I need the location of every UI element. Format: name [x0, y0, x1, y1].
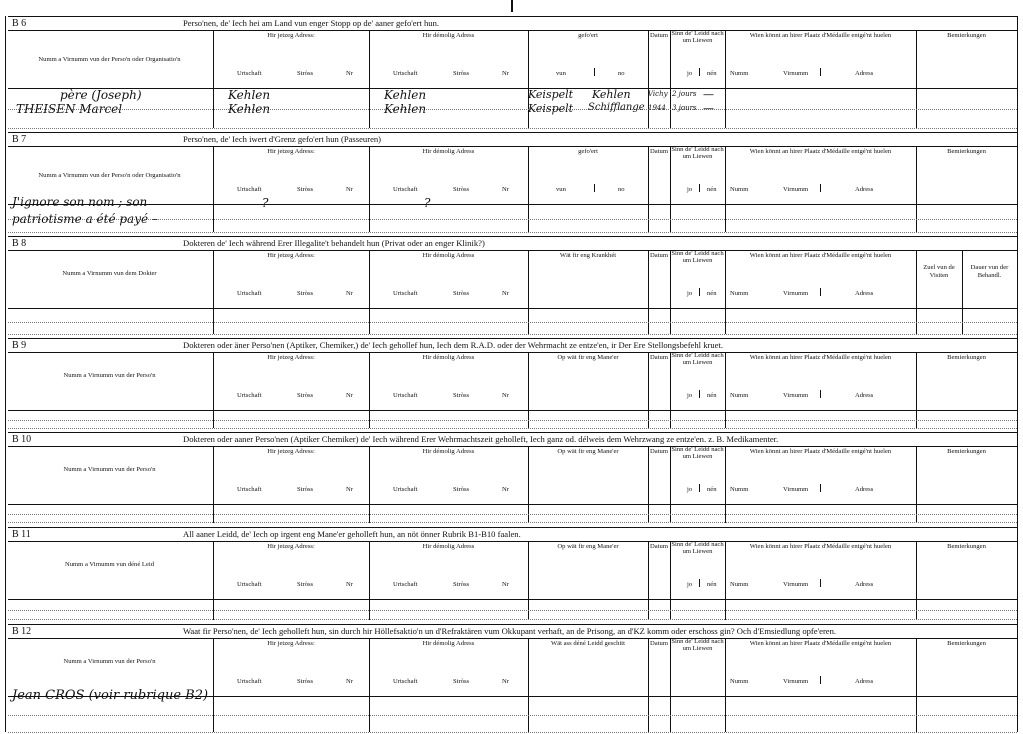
alive-header: Sinn de' Leidd nach um Liewen	[671, 446, 724, 460]
yes-label: jo	[687, 70, 693, 77]
urtschaft-label: Urtschaft	[237, 186, 262, 193]
stross-label: Stròss	[453, 392, 470, 399]
middle-column-header: gefo'ert	[578, 148, 598, 155]
handwritten-entry: Keispelt	[528, 102, 574, 115]
address-label: Adress	[855, 581, 874, 588]
alive-header: Sinn de' Leidd nach um Liewen	[671, 352, 724, 366]
section-code: B 9	[12, 340, 27, 351]
sub-divider	[820, 68, 821, 76]
remarks-header: Bemierkungen	[947, 148, 986, 155]
address-header: Hir démolig Adress	[422, 640, 475, 647]
table-row[interactable]	[8, 109, 1017, 129]
stross-label: Stròss	[297, 486, 314, 493]
surname-label: Numm	[730, 581, 749, 588]
handwritten-entry: Kehlen	[592, 88, 631, 101]
nr-label: Nr	[502, 581, 509, 588]
section-code: B 10	[12, 434, 32, 445]
medal-recipient-header: Wien könnt an hirer Plaatz d'Médaille entgé'nt huelen	[749, 448, 892, 455]
stross-label: Stròss	[453, 486, 470, 493]
address-header: Hir jetzeg Adress:	[267, 354, 315, 361]
urtschaft-label: Urtschaft	[237, 392, 262, 399]
yes-no-divider	[699, 579, 700, 587]
section-title: Perso'nen, de' Iech hei am Land vun enger Stopp op de' aaner gefo'ert hun.	[183, 18, 440, 28]
remarks-header: Bemierkungen	[947, 354, 986, 361]
medal-recipient-header: Wien könnt an hirer Plaatz d'Médaille entgé'nt huelen	[749, 32, 892, 39]
visits-header: Zuel vun de Visiten	[923, 264, 955, 279]
urtschaft-label: Urtschaft	[237, 290, 262, 297]
section-title-bar	[8, 624, 1017, 639]
yes-no-divider	[699, 184, 700, 192]
section-title: All aaner Leidd, de' Iech op irgent eng Mane'er geholleft hun, an nöt önner Rubrik B1-B10 faalen.	[183, 529, 521, 539]
urtschaft-label: Urtschaft	[237, 486, 262, 493]
remarks-header: Bemierkungen	[947, 32, 986, 39]
sub-divider	[820, 184, 821, 192]
page-right-border	[1017, 16, 1018, 732]
yes-no-divider	[699, 390, 700, 398]
form-section	[8, 338, 1017, 428]
table-row[interactable]	[8, 90, 1017, 110]
section-code: B 7	[12, 134, 27, 145]
nr-label: Nr	[346, 486, 353, 493]
address-header: Hir jetzeg Adress:	[267, 543, 315, 550]
address-label: Adress	[855, 392, 874, 399]
yes-label: jo	[687, 186, 693, 193]
surname-label: Numm	[730, 186, 749, 193]
yes-label: jo	[687, 486, 693, 493]
middle-column-header: Op wät fir eng Mane'er	[557, 354, 619, 361]
address-label: Adress	[855, 678, 874, 685]
nr-label: Nr	[502, 678, 509, 685]
nr-label: Nr	[346, 392, 353, 399]
medal-recipient-header: Wien könnt an hirer Plaatz d'Médaille entgé'nt huelen	[749, 252, 892, 259]
table-header	[8, 30, 1017, 89]
datum-header: Datum	[650, 543, 668, 550]
table-row[interactable]	[8, 219, 1017, 233]
address-header: Hir démolig Adress	[422, 543, 475, 550]
no-label: nén	[707, 486, 717, 493]
table-row[interactable]	[8, 322, 1017, 335]
handwritten-entry: J'ignore son nom ; son	[12, 195, 148, 209]
firstname-label: Virnumm	[783, 290, 809, 297]
surname-label: Numm	[730, 290, 749, 297]
remarks-header: Bemierkungen	[947, 640, 986, 647]
yes-label: jo	[687, 392, 693, 399]
urtschaft-label: Urtschaft	[237, 678, 262, 685]
urtschaft-label: Urtschaft	[393, 392, 418, 399]
table-row[interactable]	[8, 420, 1017, 429]
address-label: Adress	[855, 186, 874, 193]
middle-column-header: Wät ass déné Leidd geschitt	[551, 640, 625, 647]
form-section	[8, 527, 1017, 620]
name-column-header: Numm a Virnumm vun der Perso'n	[63, 372, 156, 379]
name-column-header: Numm a Virnumm vun der Perso'n	[63, 466, 156, 473]
handwritten-entry: —	[703, 88, 714, 101]
medal-recipient-header: Wien könnt an hirer Plaatz d'Médaille entgé'nt huelen	[749, 148, 892, 155]
sub-divider	[594, 184, 595, 192]
address-header: Hir jetzeg Adress:	[267, 640, 315, 647]
section-title: Dokteren de' Iech während Erer Illegalite't behandelt hun (Privat oder an enger Klinik?)	[183, 238, 485, 248]
firstname-label: Virnumm	[783, 70, 809, 77]
section-code: B 8	[12, 238, 27, 249]
nr-label: Nr	[346, 678, 353, 685]
section-title: Waat fir Perso'nen, de' Iech geholleft hun, sin durch hir Höllefsaktio'n un d'Refraktären vum Okkupant verhaft, an de Prisong, an d'KZ komm oder erschoss gin? Och d'Emsiedlung opfe'eren.	[183, 626, 837, 636]
stross-label: Stròss	[453, 581, 470, 588]
address-header: Hir démolig Adress	[422, 148, 475, 155]
datum-header: Datum	[650, 640, 668, 647]
yes-no-divider	[699, 68, 700, 76]
table-header	[8, 541, 1017, 600]
section-code: B 11	[12, 529, 31, 540]
sub-divider	[820, 288, 821, 296]
stross-label: Stròss	[453, 186, 470, 193]
nr-label: Nr	[502, 392, 509, 399]
medal-recipient-header: Wien könnt an hirer Plaatz d'Médaille entgé'nt huelen	[749, 543, 892, 550]
datum-header: Datum	[650, 252, 668, 259]
handwritten-entry: Schifflange	[588, 102, 645, 113]
address-header: Hir démolig Adress	[422, 354, 475, 361]
section-title: Dokteren oder äner Perso'nen (Aptiker, Chemiker,) de' Iech gehollef hun, Iech dem R.A.D. oder der Wehrmacht ze entze'en, ir Der Ere Stellongsbefehl kruet.	[183, 340, 724, 350]
yes-label: jo	[687, 581, 693, 588]
table-row[interactable]	[8, 514, 1017, 523]
middle-column-header: Wät fir eng Krankhét	[559, 252, 617, 259]
urtschaft-label: Urtschaft	[393, 678, 418, 685]
no-label: nén	[707, 290, 717, 297]
sub-divider	[820, 676, 821, 684]
section-title: Perso'nen, de' Iech iwert d'Grenz gefo'ert hun (Passeuren)	[183, 134, 382, 144]
remarks-header: Bemierkungen	[947, 543, 986, 550]
to-label: no	[618, 70, 625, 77]
yes-no-divider	[699, 288, 700, 296]
urtschaft-label: Urtschaft	[393, 186, 418, 193]
firstname-label: Virnumm	[783, 486, 809, 493]
form-section	[8, 624, 1017, 732]
datum-header: Datum	[650, 32, 668, 39]
handwritten-entry: ?	[262, 196, 269, 210]
nr-label: Nr	[346, 186, 353, 193]
name-column-header: Numm a Virnumm vun déné Leid	[64, 561, 155, 568]
address-label: Adress	[855, 486, 874, 493]
handwritten-entry: —	[703, 102, 714, 115]
page-top-mark	[511, 0, 513, 12]
handwritten-entry: ?	[424, 196, 431, 210]
urtschaft-label: Urtschaft	[393, 581, 418, 588]
section-title-bar	[8, 236, 1017, 251]
name-column-header: Numm a Virnumm vun der Perso'n	[63, 658, 156, 665]
handwritten-entry: Jean CROS (voir rubrique B2)	[12, 688, 209, 703]
sub-divider	[820, 390, 821, 398]
handwritten-entry: Kehlen	[228, 102, 271, 116]
handwritten-entry: THEISEN Marcel	[16, 102, 123, 116]
section-title: Dokteren oder aaner Perso'nen (Aptiker Chemiker) de' Iech während Erer Wehrmachtszeit geholleft, Iech ganz od. délweis dem Wehrzwang ze entze'en. z. B. Medikamenter.	[183, 434, 779, 444]
address-header: Hir jetzeg Adress:	[267, 252, 315, 259]
name-column-header: Numm a Virnumm vun der Perso'n oder Organisatio'n	[38, 56, 181, 63]
datum-header: Datum	[650, 448, 668, 455]
sub-divider	[820, 484, 821, 492]
nr-label: Nr	[502, 70, 509, 77]
section-title-bar	[8, 527, 1017, 542]
alive-header: Sinn de' Leidd nach um Liewen	[671, 146, 724, 160]
urtschaft-label: Urtschaft	[237, 70, 262, 77]
address-label: Adress	[855, 290, 874, 297]
page-left-border	[5, 16, 6, 732]
stross-label: Stròss	[453, 70, 470, 77]
surname-label: Numm	[730, 70, 749, 77]
nr-label: Nr	[502, 290, 509, 297]
medal-recipient-header: Wien könnt an hirer Plaatz d'Médaille entgé'nt huelen	[749, 640, 892, 647]
address-label: Adress	[855, 70, 874, 77]
alive-header: Sinn de' Leidd nach um Liewen	[671, 250, 724, 264]
sub-divider	[594, 68, 595, 76]
table-header	[8, 250, 1017, 309]
firstname-label: Virnumm	[783, 186, 809, 193]
address-header: Hir démolig Adress	[422, 448, 475, 455]
nr-label: Nr	[502, 186, 509, 193]
section-title-bar	[8, 132, 1017, 147]
section-code: B 12	[12, 626, 32, 637]
form-section	[8, 432, 1017, 523]
no-label: nén	[707, 392, 717, 399]
sub-divider	[820, 579, 821, 587]
alive-header: Sinn de' Leidd nach um Liewen	[671, 541, 724, 555]
datum-header: Datum	[650, 148, 668, 155]
name-column-header: Numm a Virnumm vun der Perso'n oder Organisatio'n	[38, 172, 181, 179]
stross-label: Stròss	[297, 678, 314, 685]
handwritten-entry: 3 jours	[672, 104, 697, 112]
address-header: Hir démolig Adress	[422, 252, 475, 259]
alive-header: Sinn de' Leidd nach um Liewen	[671, 30, 724, 44]
handwritten-entry: Vichy	[648, 90, 668, 98]
middle-column-header: gefo'ert	[578, 32, 598, 39]
surname-label: Numm	[730, 392, 749, 399]
no-label: nén	[707, 186, 717, 193]
address-header: Hir jetzeg Adress:	[267, 448, 315, 455]
yes-no-divider	[699, 484, 700, 492]
stross-label: Stròss	[297, 392, 314, 399]
alive-header: Sinn de' Leidd nach um Liewen	[671, 638, 724, 652]
stross-label: Stròss	[297, 70, 314, 77]
firstname-label: Virnumm	[783, 392, 809, 399]
from-label: vun	[556, 186, 566, 193]
surname-label: Numm	[730, 486, 749, 493]
nr-label: Nr	[502, 486, 509, 493]
table-header	[8, 352, 1017, 411]
address-header: Hir jetzeg Adress:	[267, 32, 315, 39]
handwritten-entry: Kehlen	[384, 102, 427, 116]
stross-label: Stròss	[453, 290, 470, 297]
nr-label: Nr	[346, 70, 353, 77]
middle-column-header: Op wät fir eng Mane'er	[557, 448, 619, 455]
firstname-label: Virnumm	[783, 581, 809, 588]
nr-label: Nr	[346, 581, 353, 588]
handwritten-entry: Kehlen	[228, 88, 271, 102]
handwritten-entry: 1944	[648, 104, 666, 112]
section-code: B 6	[12, 18, 27, 29]
section-title-bar	[8, 432, 1017, 447]
address-header: Hir jetzeg Adress:	[267, 148, 315, 155]
form-section	[8, 16, 1017, 128]
remarks-header: Bemierkungen	[947, 448, 986, 455]
yes-label: jo	[687, 290, 693, 297]
no-label: nén	[707, 70, 717, 77]
no-label: nén	[707, 581, 717, 588]
handwritten-entry: Keispelt	[528, 88, 574, 101]
surname-label: Numm	[730, 678, 749, 685]
firstname-label: Virnumm	[783, 678, 809, 685]
urtschaft-label: Urtschaft	[393, 486, 418, 493]
stross-label: Stròss	[297, 186, 314, 193]
middle-column-header: Op wät fir eng Mane'er	[557, 543, 619, 550]
section-title-bar	[8, 338, 1017, 353]
stross-label: Stròss	[297, 581, 314, 588]
table-header	[8, 446, 1017, 505]
handwritten-entry: Kehlen	[384, 88, 427, 102]
form-section	[8, 132, 1017, 232]
table-header	[8, 146, 1017, 205]
urtschaft-label: Urtschaft	[393, 70, 418, 77]
table-row[interactable]	[8, 206, 1017, 220]
urtschaft-label: Urtschaft	[393, 290, 418, 297]
urtschaft-label: Urtschaft	[237, 581, 262, 588]
section-title-bar	[8, 16, 1017, 31]
table-row[interactable]	[8, 715, 1017, 733]
handwritten-entry: patriotisme a été payé –	[12, 212, 158, 226]
form-section	[8, 236, 1017, 334]
handwritten-entry: 2 jours	[672, 90, 697, 98]
duration-header: Dauer vun der Behandl.	[970, 264, 1009, 279]
nr-label: Nr	[346, 290, 353, 297]
address-header: Hir démolig Adress	[422, 32, 475, 39]
table-row[interactable]	[8, 610, 1017, 620]
stross-label: Stròss	[453, 678, 470, 685]
medal-recipient-header: Wien könnt an hirer Plaatz d'Médaille entgé'nt huelen	[749, 354, 892, 361]
name-column-header: Numm a Virnumm vun dem Dokter	[62, 270, 157, 277]
stross-label: Stròss	[297, 290, 314, 297]
to-label: no	[618, 186, 625, 193]
datum-header: Datum	[650, 354, 668, 361]
from-label: vun	[556, 70, 566, 77]
handwritten-entry: père (Joseph)	[60, 88, 142, 102]
